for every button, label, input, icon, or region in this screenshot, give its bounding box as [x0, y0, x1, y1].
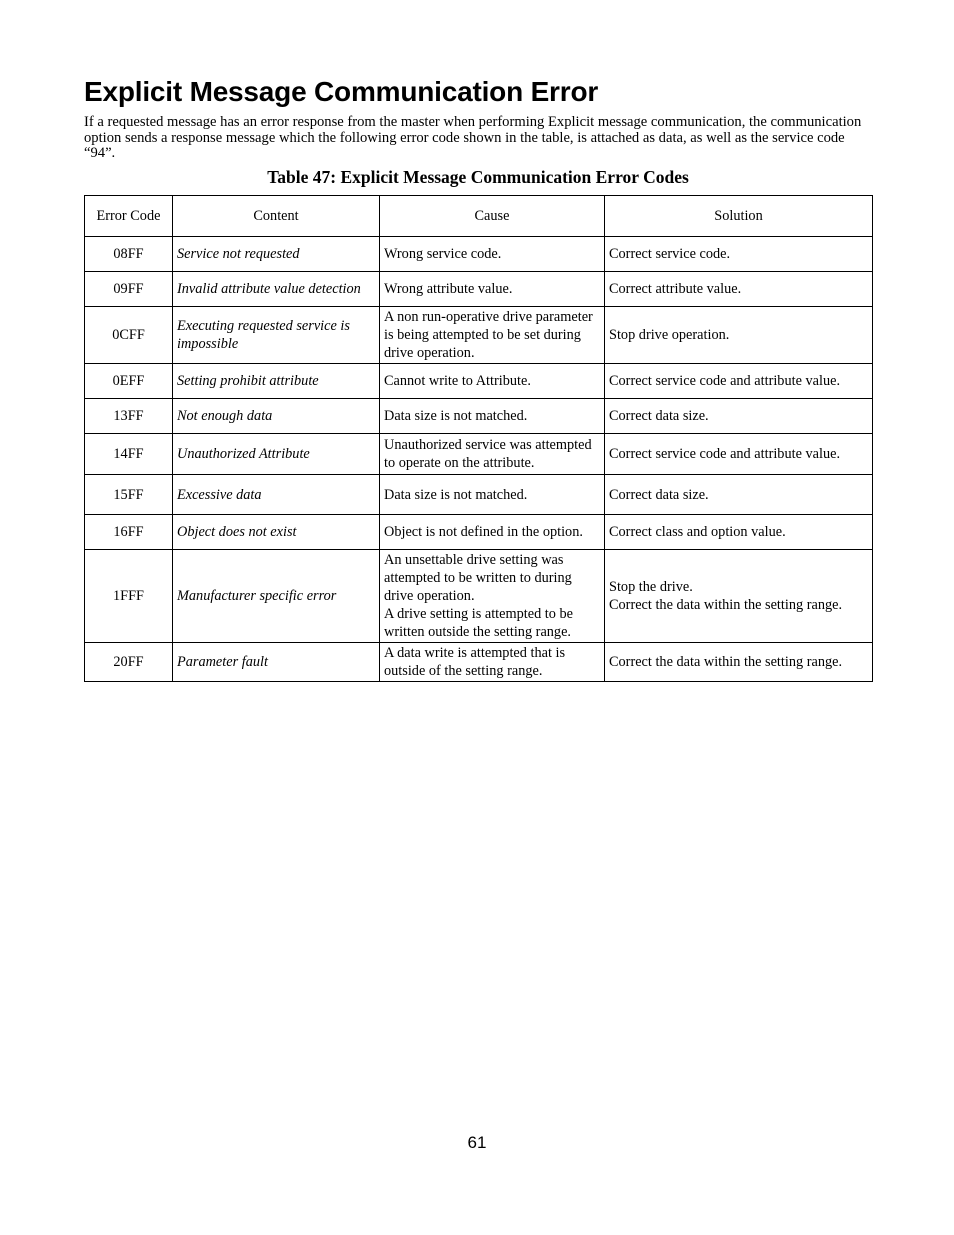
table-row	[85, 550, 873, 643]
solution-cell	[605, 272, 873, 307]
cause-line: Object is not defined in the option.	[384, 524, 583, 540]
header-cause: Cause	[380, 196, 605, 237]
header-solution: Solution	[605, 196, 873, 237]
table-row	[85, 434, 873, 475]
solution-cell	[605, 550, 873, 643]
cause-cell	[380, 475, 605, 515]
error-code-cell: 15FF	[85, 475, 173, 515]
content-cell: Invalid attribute value detection	[173, 272, 380, 307]
table-caption: Table 47: Explicit Message Communication Error Codes	[267, 167, 689, 187]
error-code-cell: 0EFF	[85, 364, 173, 399]
cause-cell	[380, 272, 605, 307]
error-code-cell: 09FF	[85, 272, 173, 307]
solution-cell	[605, 643, 873, 682]
error-code-cell: 14FF	[85, 434, 173, 475]
content-cell: Parameter fault	[173, 643, 380, 682]
error-code-cell: 20FF	[85, 643, 173, 682]
cause-line: Wrong service code.	[384, 246, 502, 262]
solution-cell	[605, 364, 873, 399]
solution-line: Correct attribute value.	[609, 281, 742, 297]
table-row	[85, 307, 873, 364]
table-body	[85, 237, 873, 682]
solution-line: Correct service code and attribute value.	[609, 446, 841, 462]
cause-cell	[380, 307, 605, 364]
solution-line: Correct the data within the setting range.	[609, 597, 843, 613]
content-cell: Setting prohibit attribute	[173, 364, 380, 399]
cause-cell	[380, 550, 605, 643]
cause-cell	[380, 237, 605, 272]
solution-cell	[605, 434, 873, 475]
table-row	[85, 364, 873, 399]
table-row	[85, 272, 873, 307]
cause-cell	[380, 364, 605, 399]
solution-line: Correct service code.	[609, 246, 731, 262]
cause-line: Cannot write to Attribute.	[384, 373, 531, 389]
content-cell: Excessive data	[173, 475, 380, 515]
content-cell: Service not requested	[173, 237, 380, 272]
cause-line: Data size is not matched.	[384, 408, 528, 424]
cause-line: Data size is not matched.	[384, 486, 528, 503]
cause-line: An unsettable drive setting was attempted to be written to during drive operation.	[384, 552, 572, 604]
error-code-cell: 16FF	[85, 515, 173, 550]
error-code-cell: 08FF	[85, 237, 173, 272]
solution-line: Correct service code and attribute value.	[609, 373, 841, 389]
solution-cell	[605, 307, 873, 364]
error-code-cell: 0CFF	[85, 307, 173, 364]
table-header-row	[85, 196, 873, 237]
solution-cell	[605, 515, 873, 550]
table-row	[85, 237, 873, 272]
error-code-cell: 13FF	[85, 399, 173, 434]
solution-line: Stop the drive.	[609, 579, 693, 595]
solution-line: Correct class and option value.	[609, 524, 786, 540]
cause-line: Wrong attribute value.	[384, 281, 513, 297]
solution-line: Correct data size.	[609, 486, 709, 503]
solution-cell	[605, 399, 873, 434]
table-row	[85, 515, 873, 550]
page-number: 61	[467, 1133, 487, 1152]
page-title: Explicit Message Communication Error	[84, 76, 599, 107]
table-row	[85, 643, 873, 682]
content-cell: Manufacturer specific error	[173, 550, 380, 643]
intro-paragraph: If a requested message has an error response from the master when performing Explicit message communication, the communication option sends a response message which the following error code shown in the table, is attached as data, as well as the service code “94”.	[84, 114, 862, 161]
cause-cell	[380, 434, 605, 475]
content-cell: Object does not exist	[173, 515, 380, 550]
solution-line: Correct data size.	[609, 408, 709, 424]
solution-line: Stop drive operation.	[609, 327, 730, 343]
header-error-code: Error Code	[85, 196, 173, 237]
cause-line: A data write is attempted that is outside of the setting range.	[384, 645, 566, 679]
cause-line: A non run-operative drive parameter is being attempted to be set during drive operation.	[384, 309, 593, 361]
content-cell: Unauthorized Attribute	[173, 434, 380, 475]
cause-cell	[380, 399, 605, 434]
content-cell: Executing requested service is impossible	[173, 307, 380, 364]
cause-line: Unauthorized service was attempted to operate on the attribute.	[384, 437, 592, 471]
header-content: Content	[173, 196, 380, 237]
error-code-cell: 1FFF	[85, 550, 173, 643]
cause-cell	[380, 515, 605, 550]
content-cell: Not enough data	[173, 399, 380, 434]
error-codes-table	[84, 195, 873, 682]
solution-line: Correct the data within the setting range.	[609, 654, 843, 670]
table-row	[85, 399, 873, 434]
cause-cell	[380, 643, 605, 682]
cause-line: A drive setting is attempted to be written outside the setting range.	[384, 606, 574, 640]
table-row	[85, 475, 873, 515]
solution-cell	[605, 475, 873, 515]
solution-cell	[605, 237, 873, 272]
